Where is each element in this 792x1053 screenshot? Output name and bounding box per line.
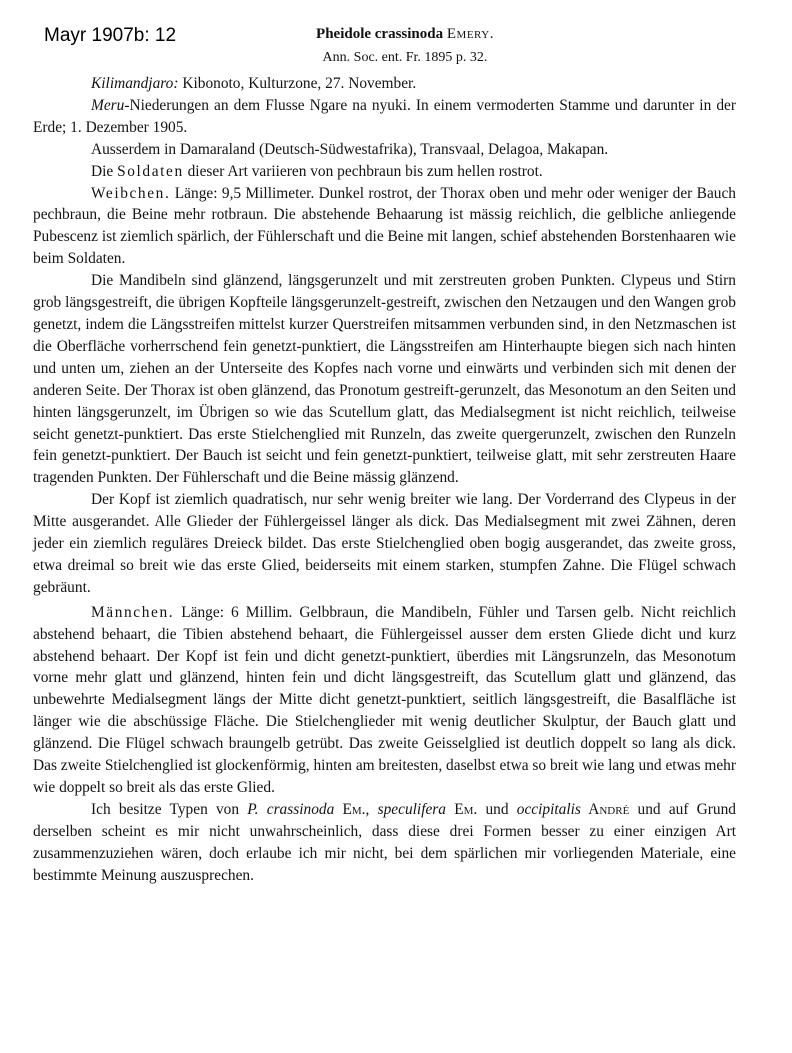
species-heading [255,26,555,43]
paragraph-types-remark [33,799,736,887]
paragraph-text: -Niederungen an dem Flusse Ngare na nyuki. In einem vermoderten Stamme und darunter in der Erde; 1. Dezember 1905. [33,96,736,136]
paragraph-male [33,602,736,799]
species-name: Pheidole crassinoda [316,26,444,42]
taxon-name: occipitalis [516,800,581,818]
taxon-name: P. crassinoda [247,800,335,818]
caste-heading: Männchen. [91,603,175,621]
taxon-author: André [580,800,630,818]
paragraph-text: Die [91,162,118,180]
paragraph-female-sculpture: Die Mandibeln sind glänzend, längsgerunzelt und mit zerstreuten groben Punkten. Clypeus und Stirn grob längsgestreift, die übrigen Kopfteile längsgerunzelt-gestreift, zwischen den Netzaugen und den Wangen grob genetzt, indem die Längsstreifen mittelst kurzer Querstreifen mitsammen verbunden sind, in den Netzmaschen ist die Oberfläche vorherrschend fein genetzt-punktiert, die Längsstreifen am Hinterhaupte biegen sich nach hinten und unten um, ziehen an der Unterseite des Kopfes nach vorne und einwärts und verbinden sich mit denen der anderen Seite. Der Thorax ist oben glänzend, das Pronotum gestreift-gerunzelt, das Mesonotum an den Seiten und hinten längsgerunzelt, im Übrigen so wie das Scutellum glatt, das Medialsegment ist nicht reichlich, teilweise seicht genetzt-punktiert. Das erste Stielchenglied mit Runzeln, das zweite quergerunzelt, zwischen den Runzeln fein genetzt-punktiert. Der Bauch ist seicht und fein genetzt-punktiert, teilweise glatt, mit sehr zerstreuten Haare tragenden Punkten. Der Fühlerschaft und die Beine mässig glänzend. [33,272,736,487]
citation: Ann. Soc. ent. Fr. 1895 p. 32. [322,50,488,65]
taxon-author: Em. [446,800,478,818]
paragraph-female [33,183,736,271]
caste-heading: Soldaten [117,162,184,180]
species-author: Emery. [446,26,494,42]
paragraph-locality-kilimandjaro [33,73,736,95]
locality-name: Meru [91,96,125,114]
paragraph-text: Länge: 9,5 Millimeter. Dunkel rostrot, der Thorax oben und mehr oder weniger der Bauch pechbraun, die Beine mehr rotbraun. Die abstehende Behaarung ist mässig reichlich, die gelbliche anliegende Pubescenz ist ziemlich spärlich, der Fühlerschaft und die Beine mit langen, schief abstehenden Borstenhaaren wie beim Soldaten. [33,184,736,268]
article-body [33,73,736,887]
paragraph-text: und [477,800,517,818]
paragraph-distribution: Ausserdem in Damaraland (Deutsch-Südwestafrika), Transvaal, Delagoa, Makapan. [91,140,609,158]
taxon-author: Em. [334,800,366,818]
caste-heading: Weibchen. [91,184,171,202]
paragraph-text: Länge: 6 Millim. Gelbbraun, die Mandibeln, Fühler und Tarsen gelb. Nicht reichlich abstehend behaart, die Tibien abstehend behaart, die Fühlergeissel ausser dem ersten Gliede dicht und kurz abstehend behaart. Der Kopf ist fein und dicht genetzt-punktiert, überdies mit Längsrunzeln, das Mesonotum vorne mehr glatt und glänzend, hinten fein und dicht längsgestreift, das Scutellum glatt und glänzend, das unbewehrte Medialsegment längs der Mitte dicht genetzt-punktiert, seitlich längsgestreift, die Basalfläche ist länger wie die abschüssige Fläche. Die Stielchenglieder mit wenig deutlicher Skulptur, der Bauch glatt und glänzend. Die Flügel schwach braungelb getrübt. Das zweite Geisselglied ist deutlich doppelt so lang als dick. Das zweite Stielchenglied ist glockenförmig, hinten am breitesten, daselbst etwa so breit wie lang und etwas mehr wie doppelt so breit als das erste Glied. [33,603,736,796]
paragraph-soldiers [33,161,736,183]
paragraph-text: Ich besitze Typen von [91,800,248,818]
paragraph-locality-meru [33,95,736,139]
paragraph-female-head: Der Kopf ist ziemlich quadratisch, nur sehr wenig breiter wie lang. Der Vorderrand des Clypeus in der Mitte ausgerandet. Alle Glieder der Fühlergeissel länger als dick. Das Medialsegment mit zwei Zähnen, deren jeder ein ziemlich reguläres Dreieck bildet. Das erste Stielchenglied oben bogig ausgerandet, das zweite gross, etwa dreimal so breit wie das erste Glied, beiderseits mit einem starken, stumpfen Zahne. Die Flügel schwach gebräunt. [33,491,736,596]
page-label: Mayr 1907b: 12 [44,25,177,46]
taxon-name: speculifera [377,800,446,818]
paragraph-text: und auf Grund derselben scheint es mir nicht unwahrscheinlich, dass diese drei Formen besser zu einer einzigen Art zusammenzuziehen wären, doch erlaube ich mir nicht, bei dem spärlichen mir vorliegenden Materiale, eine bestimmte Meinung auszusprechen. [33,800,737,884]
paragraph-text: Kibonoto, Kulturzone, 27. November. [178,75,417,92]
paragraph-text: dieser Art variieren von pechbraun bis zum hellen rostrot. [183,162,543,180]
locality-name: Kilimandjaro: [91,75,179,92]
paragraph-text: , [365,800,378,818]
